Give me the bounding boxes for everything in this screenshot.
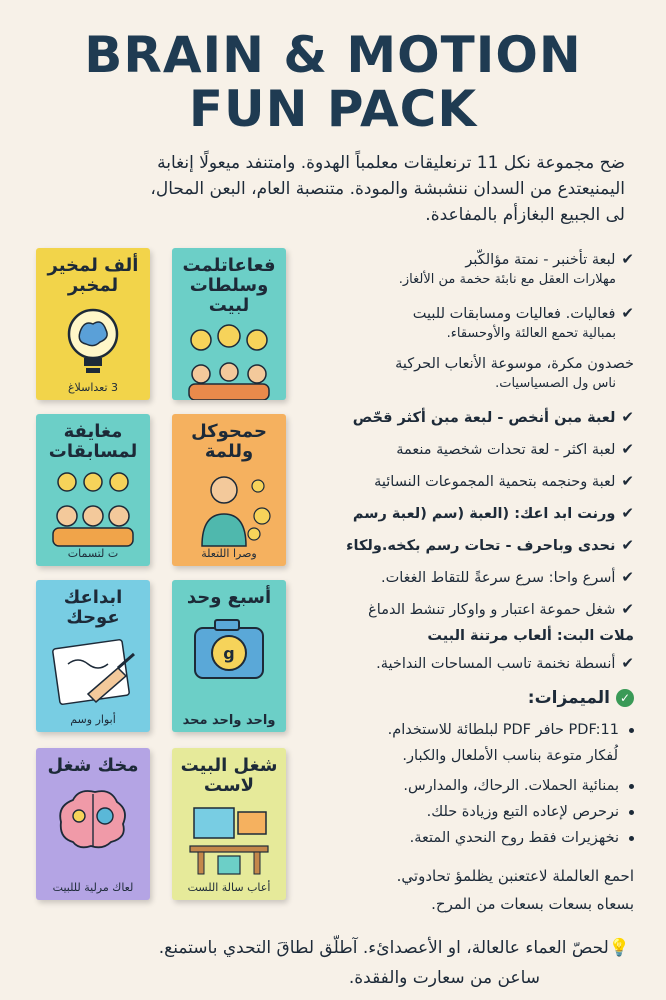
feature-text: لعبة اكثر - لعة تحدات شخصية منعمة: [396, 442, 616, 458]
footer-line-2: ساعن من سعارت والفقدة.: [348, 968, 540, 988]
home-desk-icon: [184, 802, 274, 876]
feature-item: [318, 504, 634, 522]
feature-item: [318, 536, 634, 554]
book-cover[interactable]: [172, 580, 286, 732]
bullet-icon: [629, 836, 634, 841]
check-icon: ✔: [621, 304, 634, 322]
title-line-1: BRAIN & MOTION: [84, 26, 582, 84]
check-icon: ✔: [621, 654, 634, 672]
lightbulb-icon: 💡: [608, 938, 630, 958]
feature-item: [318, 304, 634, 341]
book-cover[interactable]: [172, 748, 286, 900]
feature-text: شغل حموعة اعتبار و واوكار تنشط الدماغ: [368, 602, 616, 618]
hand-writing-icon: [48, 634, 138, 714]
footer-line-1: [40, 933, 630, 963]
check-icon: ✔: [621, 536, 634, 554]
book-title: حمحوكل وللمة: [191, 421, 267, 462]
feature-subtext: بمبالية تحمع العالئة والأوحسقاء.: [446, 326, 616, 341]
book-cover[interactable]: [36, 748, 150, 900]
benefit-item: [318, 830, 634, 846]
feature-item: [318, 628, 634, 644]
lightbulb-brain-icon: [58, 302, 128, 382]
benefits-heading-text: الميمزات:: [527, 688, 610, 708]
page-title: [0, 28, 666, 136]
benefit-subtext: [318, 748, 634, 764]
check-icon: ✔: [621, 440, 634, 458]
lightbulbs-people-icon: [181, 322, 277, 400]
check-icon: ✔: [621, 504, 634, 522]
book-title: مغايفة لمسابقات: [48, 421, 138, 462]
feature-item: [318, 356, 634, 391]
book-subtitle: ت لتسمات: [67, 547, 119, 560]
intro-line-1: ضح مجموعة نكل 11 ترنعليقات معلمباً الهدوة. وامتنفد ميعولًا إنغابة: [157, 153, 625, 173]
book-subtitle: أبوار وسم: [70, 713, 116, 726]
book-cover[interactable]: [36, 414, 150, 566]
feature-item: [318, 250, 634, 287]
intro-line-3: لى الجبيع البغازأم بالمفاعدة.: [425, 205, 625, 225]
check-circle-icon: ✓: [616, 689, 634, 707]
person-idea-icon: [184, 468, 274, 548]
book-title: شغل البيت لاست: [180, 755, 278, 796]
feature-item: [318, 472, 634, 490]
book-title: فعاعاتلمت وسلطات لبيت: [182, 255, 276, 316]
feature-item: [318, 440, 634, 458]
feature-text: لبعة تأخنبر - نمتة مؤالكّبر: [465, 252, 616, 268]
check-icon: ✔: [621, 250, 634, 268]
check-icon: ✔: [621, 568, 634, 586]
book-subtitle: وصرا اللتعلة: [201, 547, 257, 560]
intro-line-2: اليمنيعتدع من السدان ننشبشة والمودة. متنصبة العام، البعن المحال،: [150, 179, 625, 199]
book-cover[interactable]: [172, 248, 286, 400]
feature-subtext: مهلارات العقل مع نابئة حخمة من الألغاز.: [398, 272, 616, 287]
feature-text: فعاليات. فعاليات ومسابقات للبيت: [412, 306, 616, 322]
footer-line-1-text: لحصّ العماء عالعالة، او الأعصدائء. آطلّق لطاقَ التحدي باستمنع.: [158, 938, 609, 958]
check-icon: ✔: [621, 408, 634, 426]
book-title: أسبع وحد: [186, 587, 272, 608]
bullet-icon: [629, 728, 634, 733]
book-cover[interactable]: [36, 248, 150, 400]
brain-icon: [53, 782, 133, 856]
closing-line-1: احمع العالملة لاعتعنبن يظلمؤ تحادوتي.: [396, 867, 634, 885]
bullet-icon: [629, 784, 634, 789]
feature-text: أسرع واحا: سرع سرعةً للتقاط الغغات.: [381, 570, 616, 586]
feature-text: لعبة وحنجمه بتحمية المجموعات النسائية: [374, 474, 616, 490]
feature-text: نحدى وباحرف - تحات رسم بكخه.ولكاء: [346, 538, 616, 554]
benefit-item: [318, 722, 634, 738]
book-title: مخك شغل: [47, 755, 139, 776]
book-subtitle: واحد واحد محد: [182, 713, 276, 728]
feature-text: أنسطة نخنمة تاسب المساحات النداخية.: [376, 656, 616, 672]
feature-text: لعبة مبن أنخص - لبعة مبن أكثر قحّص: [352, 410, 616, 426]
feature-item: [318, 568, 634, 586]
intro-paragraph: [40, 150, 625, 228]
feature-item: [318, 600, 634, 618]
footer-paragraph: [40, 933, 630, 993]
book-cover[interactable]: [36, 580, 150, 732]
closing-line-2: بسعاه بسعات بسعات من المرح.: [431, 895, 634, 913]
benefit-text: PDF:11 حافر PDF لبلطائة للاستخدام.: [387, 722, 619, 738]
benefit-subtext-text: لُفكار متوعة بناسب الأملعال والكبار.: [402, 748, 618, 764]
title-line-2: FUN PACK: [188, 80, 478, 138]
benefits-heading: [318, 688, 634, 708]
closing-paragraph: [300, 862, 634, 918]
benefit-text: نرحرص لإعاده التبع وزيادة حلك.: [426, 804, 619, 820]
check-icon: ✔: [621, 472, 634, 490]
book-subtitle: 3 تعداسلاغ: [67, 381, 119, 394]
book-title: ابداعك عوحك: [63, 587, 123, 628]
book-subtitle: لعاك مرلية لللبيت: [52, 881, 134, 894]
feature-item: [318, 408, 634, 426]
benefit-text: بمنائية الحملات. الرحاك، والمدارس.: [403, 778, 619, 794]
lightbulbs-kids-icon: [45, 468, 141, 548]
bullet-icon: [629, 810, 634, 815]
feature-text: ورنت ابد اعك: (العبة (سم (لعبة رسم: [352, 506, 616, 522]
book-cover[interactable]: [172, 414, 286, 566]
benefit-item: [318, 804, 634, 820]
camera-icon: [189, 614, 269, 684]
benefit-text: نخهزيرات فقط روح النحدي المتعة.: [409, 830, 619, 846]
feature-text: ملات البت: ألعاب مرتنة البيت: [427, 628, 634, 644]
book-subtitle: أعاب سالة اللست: [187, 881, 271, 894]
svg-text:g: g: [223, 644, 235, 663]
feature-subtext: ناس ول الصسياسيات.: [495, 376, 616, 391]
feature-item: [318, 654, 634, 672]
benefit-item: [318, 778, 634, 794]
book-title: ألف لمخير لمخبر: [47, 255, 139, 296]
feature-text: خصدون مكرة، موسوعة الأنعاب الحركية: [395, 356, 634, 372]
check-icon: ✔: [621, 600, 634, 618]
